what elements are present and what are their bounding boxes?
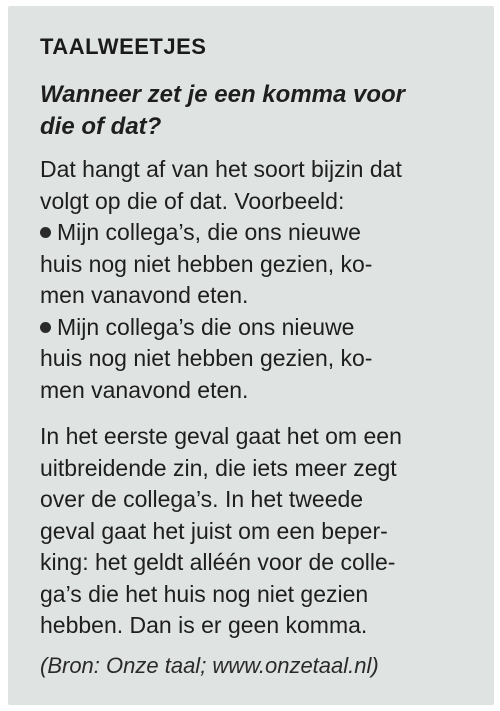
example-1 xyxy=(40,217,480,312)
example-line xyxy=(40,217,480,249)
example-line: men vanavond eten. xyxy=(40,282,249,308)
paragraph-line: geval gaat het juist om een beper- xyxy=(40,517,388,544)
paragraph-line: king: het geldt alléén voor de colle- xyxy=(40,549,396,575)
example-line: huis nog niet hebben gezien, ko- xyxy=(40,250,373,277)
paragraph-line: hebben. Dan is er geen komma. xyxy=(40,612,368,638)
intro-line: volgt op die of dat. Voorbeeld: xyxy=(40,187,345,214)
example-text: Mijn collega’s die ons nieuwe xyxy=(57,313,355,340)
bullet-icon xyxy=(40,322,51,333)
answer-paragraph-1 xyxy=(40,154,480,406)
example-2 xyxy=(40,312,480,407)
question-line: Wanneer zet je een komma voor xyxy=(40,81,406,108)
paragraph-line: ga’s die het huis nog niet gezien xyxy=(40,580,369,607)
example-line xyxy=(40,312,480,344)
paragraph-line: In het eerste geval gaat het om een xyxy=(40,423,402,449)
paragraph-line: uitbreidende zin, die iets meer zegt xyxy=(40,454,397,481)
question-line: die of dat? xyxy=(40,113,162,140)
bullet-icon xyxy=(40,227,51,238)
example-text: Mijn collega’s, die ons nieuwe xyxy=(57,219,361,245)
example-line: men vanavond eten. xyxy=(40,376,249,403)
taalweetjes-card xyxy=(8,6,494,705)
paragraph-line: over de collega’s. In het tweede xyxy=(40,486,364,512)
source-citation: (Bron: Onze taal; www.onzetaal.nl) xyxy=(40,653,379,678)
column-title: TAALWEETJES xyxy=(40,34,207,59)
intro-line: Dat hangt af van het soort bijzin dat xyxy=(40,156,402,182)
answer-paragraph-2 xyxy=(40,421,480,642)
question-heading xyxy=(40,79,480,143)
example-line: huis nog niet hebben gezien, ko- xyxy=(40,345,373,371)
